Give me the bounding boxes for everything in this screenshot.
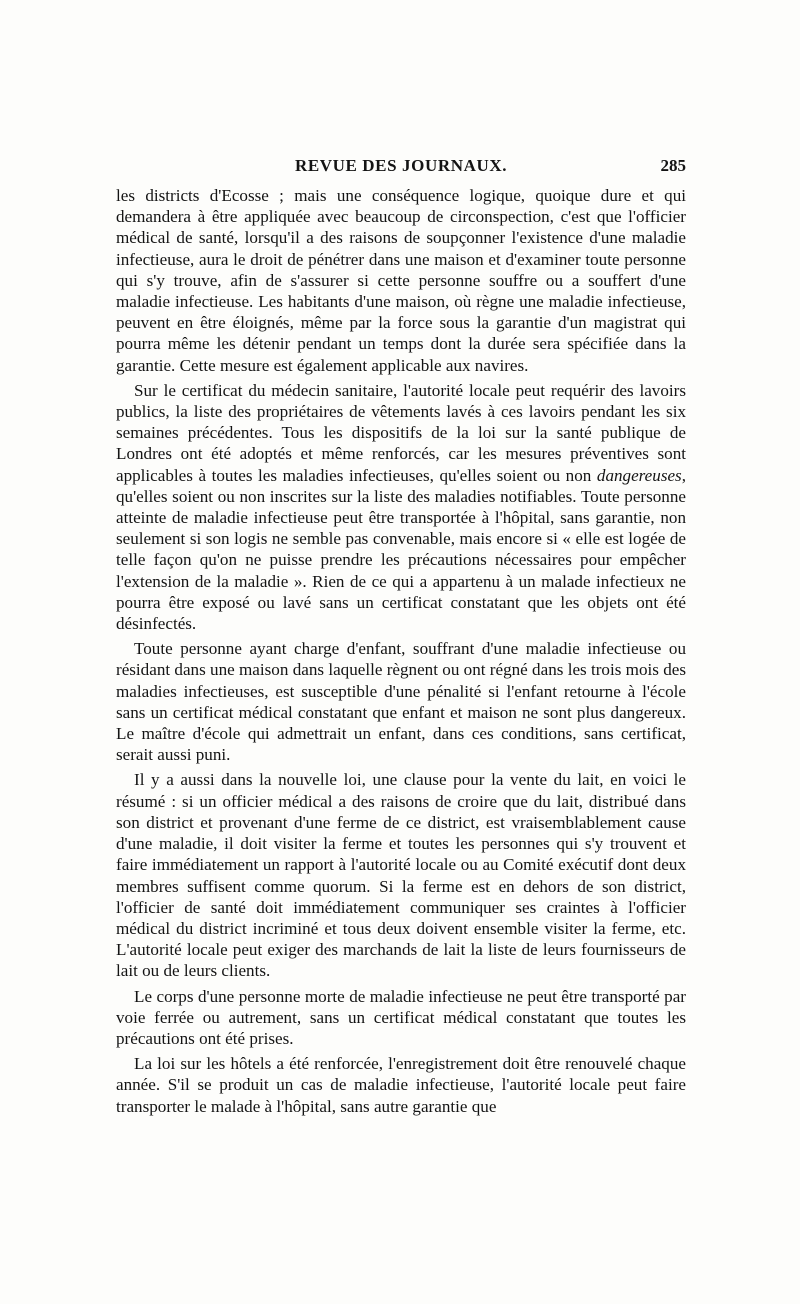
page-number: 285 (660, 156, 686, 175)
paragraph-2-text-end: , qu'elles soient ou non inscrites sur la liste des maladies notifiables. Toute personne atteinte de maladie infectieuse peut être transportée à l'hôpital, sans garantie, non seulement si son logis ne semble pas convenable, mais encore si « elle est logée de telle façon qu'on ne puisse prendre les précautions nécessaires pour empêcher l'extension de la maladie ». Rien de ce qui a appartenu à un malade infectieux ne pourra être exposé ou lavé sans un certificat constatant que les objets ont été désinfectés. (116, 465, 686, 634)
paragraph-5: Le corps d'une personne morte de maladie infectieuse ne peut être transporté par voie ferrée ou autrement, sans un certificat médical constatant que toutes les précautions ont été prises. (116, 986, 686, 1048)
paragraph-6: La loi sur les hôtels a été renforcée, l'enregistrement doit être renouvelé chaque année. S'il se produit un cas de maladie infectieuse, l'autorité locale peut faire transporter le malade à l'hôpital, sans autre garantie que (116, 1054, 686, 1116)
paragraph-4: Il y a aussi dans la nouvelle loi, une clause pour la vente du lait, en voici le résumé : si un officier médical a des raisons de croire que du lait, distribué dans son district et provenant d'une ferme de ce district, est vraisemblablement cause d'une maladie, il doit visiter la ferme et toutes les personnes qui s'y trouvent et faire immédiatement un rapport à l'autorité locale ou au Comité exécutif dont deux membres suffisent comme quorum. Si la ferme est en dehors de son district, l'officier de santé doit immédiatement communiquer ses craintes à l'officier médical du district incriminé et tous deux doivent ensemble visiter la ferme, etc. L'autorité locale peut exiger des marchands de lait la liste de leurs fournisseurs de lait ou de leurs clients. (116, 770, 686, 981)
running-header (116, 156, 686, 180)
paragraph-3: Toute personne ayant charge d'enfant, souffrant d'une maladie infectieuse ou résidant dans une maison dans laquelle règnent ou ont régné dans les trois mois des maladies infectieuses, est susceptible d'une pénalité si l'enfant retourne à l'école sans un certificat médical constatant que enfant et maison ne sont plus dangereux. Le maître d'école qui admettrait un enfant, dans ces conditions, sans certificat, serait aussi puni. (116, 639, 686, 765)
paragraph-2-emphasis: dangereuses (596, 465, 682, 485)
paragraph-2 (116, 380, 686, 634)
journal-title: REVUE DES JOURNAUX. (294, 156, 508, 175)
paragraph-2-text-start: Sur le certificat du médecin sanitaire, l'autorité locale peut requérir des lavoirs publics, la liste des propriétaires de vêtements lavés à ces lavoirs pendant les six semaines précédentes. Tous les dispositifs de la loi sur la santé publique de Londres ont été adoptés et même renforcés, car les mesures préventives sont applicables à toutes les maladies infectieuses, qu'elles soient ou non (116, 380, 686, 485)
article-body (116, 185, 686, 1121)
paragraph-1: les districts d'Ecosse ; mais une conséquence logique, quoique dure et qui demandera à être appliquée avec beaucoup de circonspection, c'est que l'officier médical de santé, lorsqu'il a des raisons de soupçonner l'existence d'une maladie infectieuse, aura le droit de pénétrer dans une maison et d'examiner toute personne qui s'y trouve, afin de s'assurer si cette personne souffre ou a souffert d'une maladie infectieuse. Les habitants d'une maison, où règne une maladie infectieuse, peuvent en être éloignés, même par la force sous la garantie d'un magistrat qui pourra même les détenir pendant un temps dont la durée sera spécifiée dans la garantie. Cette mesure est également applicable aux navires. (116, 186, 686, 375)
